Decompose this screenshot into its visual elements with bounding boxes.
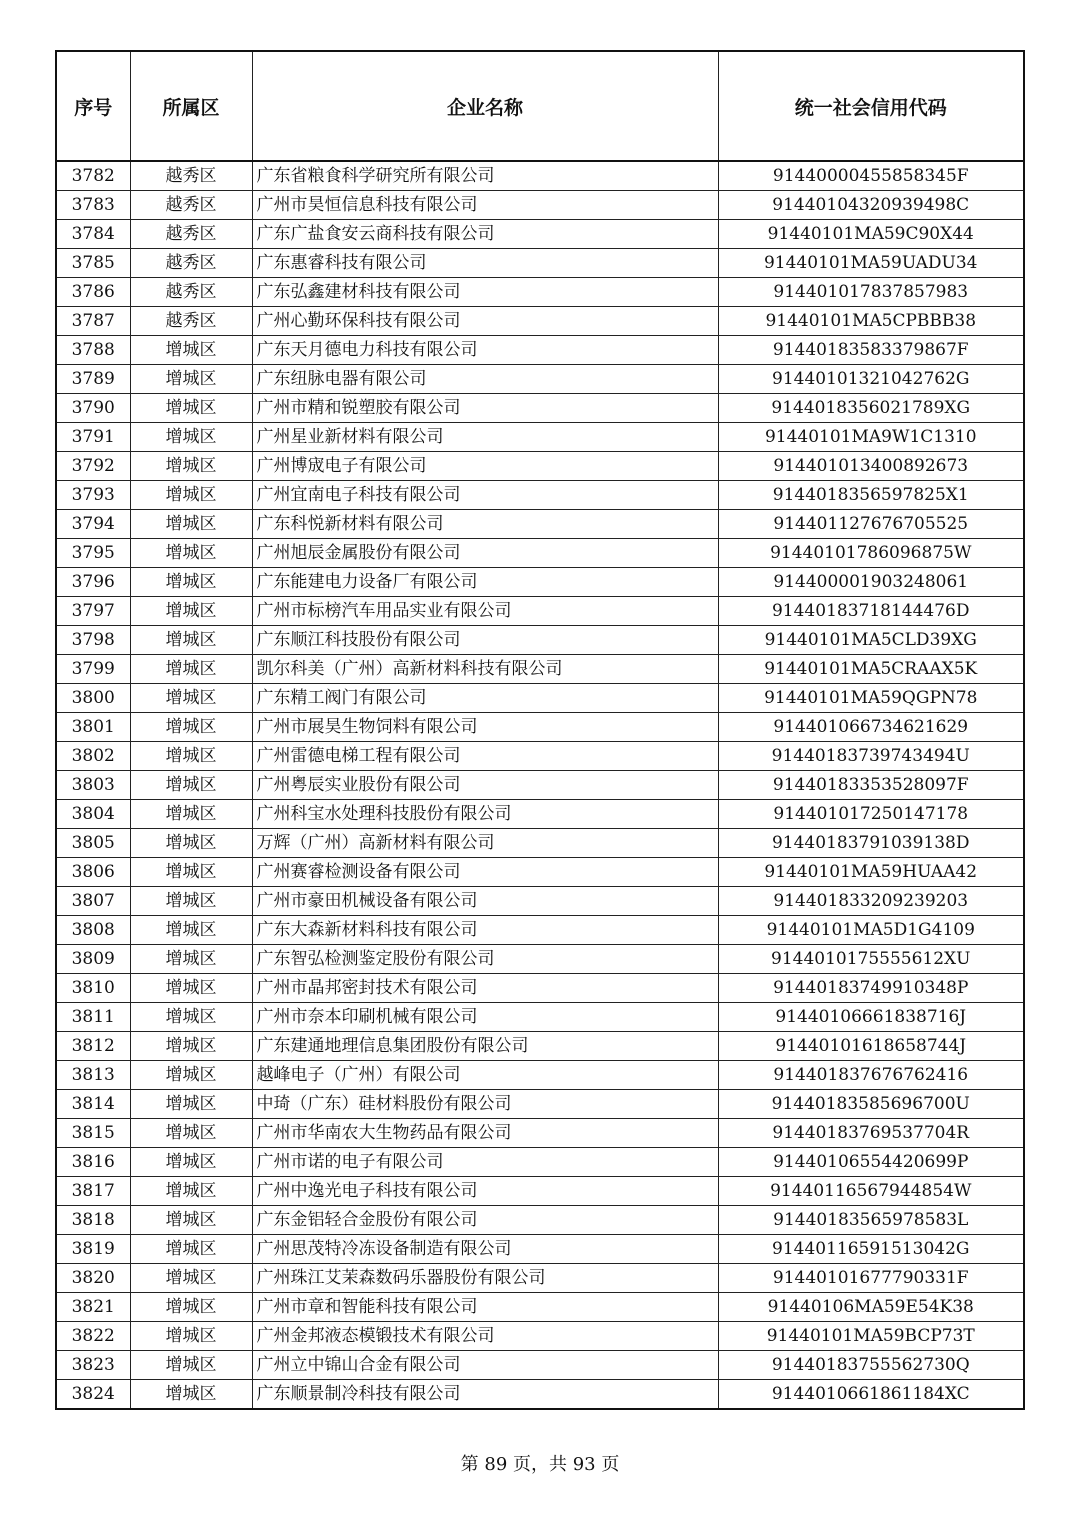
district-cell: 增城区 [130,1148,252,1177]
credit-code-cell: 91440101321042762G [718,365,1024,394]
credit-code-cell: 91440183583379867F [718,336,1024,365]
company-name-cell: 广州赛睿检测设备有限公司 [252,858,718,887]
district-cell: 越秀区 [130,191,252,220]
company-name-cell: 广州雷德电梯工程有限公司 [252,742,718,771]
credit-code-cell: 91440101MA59QGPN78 [718,684,1024,713]
district-cell: 增城区 [130,481,252,510]
district-cell: 增城区 [130,1061,252,1090]
credit-code-cell: 91440183565978583L [718,1206,1024,1235]
company-name-cell: 广东顺景制冷科技有限公司 [252,1380,718,1410]
page-footer: 第 89 页，共 93 页 [460,1454,620,1475]
serial-number-cell: 3819 [56,1235,130,1264]
table-row [56,597,1024,626]
credit-code-cell: 91440000455858345F [718,161,1024,191]
table-row [56,1206,1024,1235]
company-name-cell: 广东弘鑫建材科技有限公司 [252,278,718,307]
credit-code-cell: 91440101MA5CPBBB38 [718,307,1024,336]
district-cell: 增城区 [130,945,252,974]
table-row [56,161,1024,191]
credit-code-cell: 9144010175555612XU [718,945,1024,974]
serial-number-cell: 3810 [56,974,130,1003]
credit-code-cell: 91440183353528097F [718,771,1024,800]
serial-number-cell: 3812 [56,1032,130,1061]
company-name-cell: 广州市精和锐塑胶有限公司 [252,394,718,423]
table-row [56,1061,1024,1090]
serial-number-cell: 3822 [56,1322,130,1351]
table-row [56,945,1024,974]
district-cell: 增城区 [130,1264,252,1293]
credit-code-cell: 914401127676705525 [718,510,1024,539]
company-name-cell: 广州思茂特冷冻设备制造有限公司 [252,1235,718,1264]
serial-number-cell: 3798 [56,626,130,655]
table-row [56,336,1024,365]
credit-code-cell: 9144018356021789XG [718,394,1024,423]
table-row [56,1090,1024,1119]
serial-number-cell: 3783 [56,191,130,220]
header-serial-number: 序号 [56,51,130,161]
credit-code-cell: 91440101MA5CLD39XG [718,626,1024,655]
table-row [56,684,1024,713]
district-cell: 越秀区 [130,249,252,278]
table-row [56,1032,1024,1061]
serial-number-cell: 3800 [56,684,130,713]
table-row [56,800,1024,829]
district-cell: 增城区 [130,916,252,945]
serial-number-cell: 3817 [56,1177,130,1206]
serial-number-cell: 3787 [56,307,130,336]
credit-code-cell: 91440101MA59HUAA42 [718,858,1024,887]
district-cell: 增城区 [130,510,252,539]
credit-code-cell: 91440183749910348P [718,974,1024,1003]
company-name-cell: 广州金邦液态模锻技术有限公司 [252,1322,718,1351]
credit-code-cell: 91440183755562730Q [718,1351,1024,1380]
table-row [56,452,1024,481]
table-row [56,220,1024,249]
serial-number-cell: 3790 [56,394,130,423]
credit-code-cell: 9144010661861184XC [718,1380,1024,1410]
serial-number-cell: 3818 [56,1206,130,1235]
district-cell: 增城区 [130,626,252,655]
company-name-cell: 广州市奈本印刷机械有限公司 [252,1003,718,1032]
serial-number-cell: 3791 [56,423,130,452]
table-row [56,742,1024,771]
table-row [56,829,1024,858]
serial-number-cell: 3794 [56,510,130,539]
credit-code-cell: 91440183739743494U [718,742,1024,771]
company-name-cell: 广州市华南农大生物药品有限公司 [252,1119,718,1148]
serial-number-cell: 3788 [56,336,130,365]
table-row [56,1003,1024,1032]
district-cell: 增城区 [130,365,252,394]
company-name-cell: 越峰电子（广州）有限公司 [252,1061,718,1090]
header-credit-code: 统一社会信用代码 [718,51,1024,161]
serial-number-cell: 3806 [56,858,130,887]
enterprise-table [55,50,1025,1410]
table-row [56,249,1024,278]
district-cell: 增城区 [130,742,252,771]
serial-number-cell: 3816 [56,1148,130,1177]
company-name-cell: 广东科悦新材料有限公司 [252,510,718,539]
district-cell: 增城区 [130,974,252,1003]
credit-code-cell: 91440101MA5CRAAX5K [718,655,1024,684]
table-row [56,394,1024,423]
table-row [56,916,1024,945]
enterprise-table-container [55,50,1023,1410]
header-district: 所属区 [130,51,252,161]
district-cell: 增城区 [130,1293,252,1322]
district-cell: 越秀区 [130,161,252,191]
table-row [56,713,1024,742]
table-row [56,655,1024,684]
company-name-cell: 广东能建电力设备厂有限公司 [252,568,718,597]
table-row [56,1322,1024,1351]
serial-number-cell: 3821 [56,1293,130,1322]
district-cell: 增城区 [130,771,252,800]
company-name-cell: 广州市昊恒信息科技有限公司 [252,191,718,220]
credit-code-cell: 91440183585696700U [718,1090,1024,1119]
district-cell: 增城区 [130,1032,252,1061]
district-cell: 增城区 [130,1322,252,1351]
credit-code-cell: 91440101MA5D1G4109 [718,916,1024,945]
district-cell: 越秀区 [130,220,252,249]
serial-number-cell: 3811 [56,1003,130,1032]
district-cell: 越秀区 [130,307,252,336]
table-row [56,307,1024,336]
company-name-cell: 广州市展昊生物饲料有限公司 [252,713,718,742]
district-cell: 增城区 [130,1351,252,1380]
table-row [56,191,1024,220]
table-row [56,771,1024,800]
table-row [56,1235,1024,1264]
serial-number-cell: 3784 [56,220,130,249]
credit-code-cell: 91440101MA9W1C1310 [718,423,1024,452]
credit-code-cell: 91440101MA59UADU34 [718,249,1024,278]
table-row [56,1351,1024,1380]
company-name-cell: 广东建通地理信息集团股份有限公司 [252,1032,718,1061]
credit-code-cell: 914401017250147178 [718,800,1024,829]
district-cell: 增城区 [130,1119,252,1148]
table-row [56,974,1024,1003]
table-body [56,161,1024,1409]
credit-code-cell: 914401066734621629 [718,713,1024,742]
table-header-row [56,51,1024,161]
credit-code-cell: 91440101MA59BCP73T [718,1322,1024,1351]
district-cell: 增城区 [130,655,252,684]
company-name-cell: 广东顺江科技股份有限公司 [252,626,718,655]
credit-code-cell: 914401837676762416 [718,1061,1024,1090]
company-name-cell: 万辉（广州）高新材料有限公司 [252,829,718,858]
serial-number-cell: 3814 [56,1090,130,1119]
serial-number-cell: 3813 [56,1061,130,1090]
company-name-cell: 广州博宬电子有限公司 [252,452,718,481]
company-name-cell: 广东省粮食科学研究所有限公司 [252,161,718,191]
table-row [56,481,1024,510]
district-cell: 增城区 [130,829,252,858]
serial-number-cell: 3823 [56,1351,130,1380]
serial-number-cell: 3789 [56,365,130,394]
credit-code-cell: 91440106MA59E54K38 [718,1293,1024,1322]
serial-number-cell: 3795 [56,539,130,568]
company-name-cell: 广州粤辰实业股份有限公司 [252,771,718,800]
company-name-cell: 广东精工阀门有限公司 [252,684,718,713]
district-cell: 增城区 [130,423,252,452]
credit-code-cell: 914401833209239203 [718,887,1024,916]
district-cell: 增城区 [130,713,252,742]
district-cell: 增城区 [130,800,252,829]
district-cell: 增城区 [130,1090,252,1119]
credit-code-cell: 91440101618658744J [718,1032,1024,1061]
company-name-cell: 广东广盐食安云商科技有限公司 [252,220,718,249]
company-name-cell: 广州市晶邦密封技术有限公司 [252,974,718,1003]
district-cell: 增城区 [130,1206,252,1235]
district-cell: 增城区 [130,597,252,626]
district-cell: 增城区 [130,887,252,916]
serial-number-cell: 3796 [56,568,130,597]
credit-code-cell: 91440101677790331F [718,1264,1024,1293]
company-name-cell: 广州宜南电子科技有限公司 [252,481,718,510]
company-name-cell: 广东天月德电力科技有限公司 [252,336,718,365]
serial-number-cell: 3785 [56,249,130,278]
company-name-cell: 广州立中锦山合金有限公司 [252,1351,718,1380]
serial-number-cell: 3799 [56,655,130,684]
credit-code-cell: 91440106554420699P [718,1148,1024,1177]
credit-code-cell: 9144018356597825X1 [718,481,1024,510]
credit-code-cell: 914401013400892673 [718,452,1024,481]
table-row [56,1119,1024,1148]
company-name-cell: 广州市诺的电子有限公司 [252,1148,718,1177]
serial-number-cell: 3820 [56,1264,130,1293]
company-name-cell: 中琦（广东）硅材料股份有限公司 [252,1090,718,1119]
district-cell: 增城区 [130,539,252,568]
serial-number-cell: 3793 [56,481,130,510]
table-row [56,1177,1024,1206]
credit-code-cell: 91440104320939498C [718,191,1024,220]
district-cell: 增城区 [130,1380,252,1410]
credit-code-cell: 914400001903248061 [718,568,1024,597]
district-cell: 增城区 [130,684,252,713]
header-company-name: 企业名称 [252,51,718,161]
company-name-cell: 广州心勤环保科技有限公司 [252,307,718,336]
serial-number-cell: 3786 [56,278,130,307]
company-name-cell: 广州星业新材料有限公司 [252,423,718,452]
company-name-cell: 广州市豪田机械设备有限公司 [252,887,718,916]
district-cell: 越秀区 [130,278,252,307]
table-row [56,1148,1024,1177]
serial-number-cell: 3824 [56,1380,130,1410]
table-row [56,539,1024,568]
credit-code-cell: 91440101786096875W [718,539,1024,568]
company-name-cell: 广东智弘检测鉴定股份有限公司 [252,945,718,974]
table-row [56,510,1024,539]
credit-code-cell: 914401017837857983 [718,278,1024,307]
table-row [56,1264,1024,1293]
table-row [56,365,1024,394]
district-cell: 增城区 [130,1003,252,1032]
company-name-cell: 广东金铝轻合金股份有限公司 [252,1206,718,1235]
company-name-cell: 广东惠睿科技有限公司 [252,249,718,278]
credit-code-cell: 91440183769537704R [718,1119,1024,1148]
credit-code-cell: 91440116567944854W [718,1177,1024,1206]
district-cell: 增城区 [130,336,252,365]
company-name-cell: 广州旭辰金属股份有限公司 [252,539,718,568]
credit-code-cell: 91440116591513042G [718,1235,1024,1264]
serial-number-cell: 3804 [56,800,130,829]
district-cell: 增城区 [130,452,252,481]
company-name-cell: 广州市标榜汽车用品实业有限公司 [252,597,718,626]
company-name-cell: 凯尔科美（广州）高新材料科技有限公司 [252,655,718,684]
credit-code-cell: 91440183791039138D [718,829,1024,858]
company-name-cell: 广东纽脉电器有限公司 [252,365,718,394]
district-cell: 增城区 [130,568,252,597]
serial-number-cell: 3808 [56,916,130,945]
table-row [56,423,1024,452]
table-row [56,626,1024,655]
company-name-cell: 广东大森新材料科技有限公司 [252,916,718,945]
serial-number-cell: 3805 [56,829,130,858]
serial-number-cell: 3809 [56,945,130,974]
table-row [56,887,1024,916]
serial-number-cell: 3792 [56,452,130,481]
table-row [56,1293,1024,1322]
table-row [56,568,1024,597]
company-name-cell: 广州科宝水处理科技股份有限公司 [252,800,718,829]
table-row [56,278,1024,307]
credit-code-cell: 91440101MA59C90X44 [718,220,1024,249]
district-cell: 增城区 [130,1177,252,1206]
serial-number-cell: 3803 [56,771,130,800]
serial-number-cell: 3802 [56,742,130,771]
serial-number-cell: 3782 [56,161,130,191]
credit-code-cell: 91440106661838716J [718,1003,1024,1032]
serial-number-cell: 3797 [56,597,130,626]
company-name-cell: 广州中逸光电子科技有限公司 [252,1177,718,1206]
district-cell: 增城区 [130,394,252,423]
serial-number-cell: 3801 [56,713,130,742]
company-name-cell: 广州珠江艾茉森数码乐器股份有限公司 [252,1264,718,1293]
district-cell: 增城区 [130,858,252,887]
table-row [56,858,1024,887]
serial-number-cell: 3807 [56,887,130,916]
company-name-cell: 广州市章和智能科技有限公司 [252,1293,718,1322]
serial-number-cell: 3815 [56,1119,130,1148]
table-row [56,1380,1024,1410]
credit-code-cell: 91440183718144476D [718,597,1024,626]
district-cell: 增城区 [130,1235,252,1264]
